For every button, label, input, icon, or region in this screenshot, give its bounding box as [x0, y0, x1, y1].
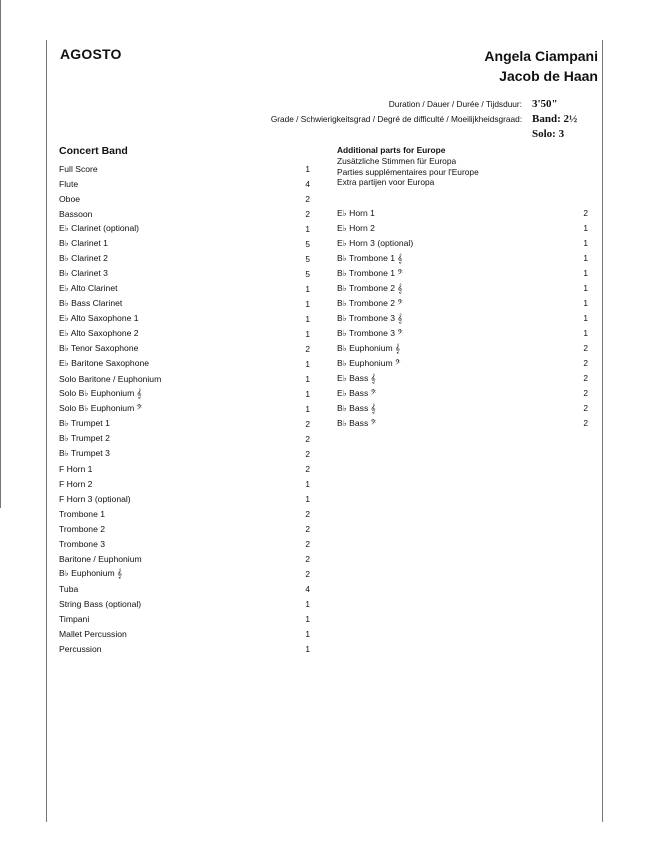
part-count: 1 [583, 298, 588, 308]
part-row [59, 356, 310, 371]
europe-parts-heading-de: Zusätzliche Stimmen für Europa [337, 156, 457, 166]
part-count: 2 [305, 568, 310, 579]
part-row [337, 371, 588, 386]
part-row [59, 566, 310, 581]
part-name: Percussion [59, 643, 102, 654]
part-name: B♭ Trumpet 3 [59, 448, 110, 458]
part-name: Oboe [59, 193, 81, 204]
composer-name: Angela Ciampani [484, 48, 598, 64]
part-count: 2 [305, 433, 310, 444]
part-name: B♭ Tenor Saxophone [59, 343, 139, 353]
part-name: F Horn 2 [59, 478, 93, 489]
concert-band-column [59, 144, 310, 656]
column-divider [0, 0, 1, 508]
part-count: 1 [305, 328, 310, 339]
part-row [59, 236, 310, 251]
part-row [59, 401, 310, 416]
part-name: Baritone / Euphonium [59, 553, 142, 564]
part-name: B♭ Trombone 1 𝄢 [337, 267, 403, 278]
part-row [337, 386, 588, 401]
part-name: E♭ Horn 3 (optional) [337, 237, 414, 248]
part-row [59, 251, 310, 266]
europe-parts-heading-nl: Extra partijen voor Europa [337, 177, 435, 187]
part-name: B♭ Trombone 2 𝄞 [337, 282, 403, 293]
part-name: F Horn 3 (optional) [59, 493, 131, 504]
part-name: B♭ Trombone 3 𝄞 [337, 312, 403, 323]
part-row [337, 206, 588, 221]
part-count: 1 [305, 298, 310, 309]
part-name: B♭ Trombone 3 𝄢 [337, 327, 403, 338]
part-name: Timpani [59, 613, 90, 624]
duration-label: Duration / Dauer / Durée / Tijdsduur: [388, 99, 522, 109]
part-row [59, 176, 310, 191]
part-count: 2 [305, 418, 310, 429]
part-row [59, 581, 310, 596]
part-row [59, 371, 310, 386]
part-name: F Horn 1 [59, 463, 93, 474]
duration-row [271, 97, 598, 112]
part-row [59, 416, 310, 431]
part-row [337, 251, 588, 266]
part-row [337, 221, 588, 236]
duration-value: 3'50" [532, 98, 558, 110]
part-count: 4 [305, 583, 310, 594]
part-count: 2 [583, 373, 588, 383]
part-name: Flute [59, 178, 79, 189]
part-name: B♭ Bass Clarinet [59, 298, 123, 308]
right-margin-rule [602, 40, 603, 822]
part-count: 1 [583, 223, 588, 233]
part-count: 2 [305, 193, 310, 204]
part-name: E♭ Alto Saxophone 2 [59, 328, 139, 338]
grade-row [271, 112, 598, 127]
part-name: Trombone 1 [59, 508, 106, 519]
part-row [59, 311, 310, 326]
part-count: 1 [583, 253, 588, 263]
part-name: Trombone 2 [59, 523, 106, 534]
part-name: B♭ Trumpet 2 [59, 433, 110, 443]
part-count: 1 [583, 328, 588, 338]
part-name: B♭ Bass 𝄞 [337, 402, 376, 413]
grade-value: Band: 2½ [532, 113, 578, 125]
part-name: Solo Baritone / Euphonium [59, 373, 162, 384]
part-name: Solo B♭ Euphonium 𝄢 [59, 403, 143, 413]
part-name: B♭ Trumpet 1 [59, 418, 110, 428]
part-count: 1 [305, 628, 310, 639]
part-name: Solo B♭ Euphonium 𝄞 [59, 388, 142, 398]
grade-label: Grade / Schwierigkeitsgrad / Degré de difficulté / Moeilijkheidsgraad: [270, 114, 522, 124]
part-count: 1 [583, 283, 588, 293]
part-count: 1 [305, 163, 310, 174]
part-count: 1 [583, 238, 588, 248]
part-count: 2 [305, 208, 310, 219]
part-count: 1 [305, 223, 310, 234]
europe-parts-heading: Additional parts for Europe [337, 145, 446, 155]
part-name: B♭ Clarinet 1 [59, 238, 108, 248]
piece-info [271, 97, 598, 142]
concert-band-heading: Concert Band [59, 145, 128, 157]
part-row [337, 356, 588, 371]
part-name: String Bass (optional) [59, 598, 142, 609]
part-row [337, 341, 588, 356]
part-count: 1 [305, 493, 310, 504]
part-count: 1 [305, 613, 310, 624]
part-row [59, 296, 310, 311]
part-name: Trombone 3 [59, 538, 106, 549]
part-row [59, 386, 310, 401]
part-count: 1 [305, 643, 310, 654]
part-row [59, 506, 310, 521]
part-name: E♭ Alto Saxophone 1 [59, 313, 139, 323]
part-row [59, 221, 310, 236]
part-row [337, 311, 588, 326]
solo-grade-value: Solo: 3 [532, 128, 565, 140]
part-row [59, 491, 310, 506]
part-row [337, 326, 588, 341]
part-name: B♭ Euphonium 𝄞 [337, 342, 401, 353]
part-row [337, 236, 588, 251]
part-name: E♭ Alto Clarinet [59, 283, 118, 293]
part-name: E♭ Horn 1 [337, 207, 375, 218]
part-count: 1 [305, 313, 310, 324]
part-name: E♭ Horn 2 [337, 222, 375, 233]
part-row [59, 521, 310, 536]
part-row [59, 596, 310, 611]
europe-parts-heading-fr: Parties supplémentaires pour l'Europe [337, 166, 479, 177]
part-row [59, 431, 310, 446]
part-name: B♭ Clarinet 2 [59, 253, 108, 263]
part-name: B♭ Bass 𝄢 [337, 417, 377, 428]
part-row [59, 626, 310, 641]
europe-parts-column [337, 145, 588, 431]
part-row [59, 551, 310, 566]
part-count: 1 [305, 283, 310, 294]
part-count: 1 [583, 268, 588, 278]
part-count: 2 [583, 403, 588, 413]
part-name: B♭ Euphonium 𝄢 [337, 357, 401, 368]
part-name: B♭ Trombone 1 𝄞 [337, 252, 403, 263]
part-row [59, 611, 310, 626]
part-row [337, 281, 588, 296]
part-name: Tuba [59, 583, 79, 594]
part-count: 5 [305, 253, 310, 264]
part-row [337, 401, 588, 416]
part-name: E♭ Bass 𝄞 [337, 372, 376, 383]
part-row [59, 536, 310, 551]
part-count: 2 [305, 448, 310, 459]
part-row [59, 461, 310, 476]
part-row [59, 641, 310, 656]
part-row [337, 296, 588, 311]
part-name: E♭ Baritone Saxophone [59, 358, 150, 368]
part-row [59, 191, 310, 206]
part-count: 2 [305, 538, 310, 549]
left-margin-rule [46, 40, 47, 822]
part-name: B♭ Euphonium 𝄞 [59, 568, 123, 578]
part-name: B♭ Clarinet 3 [59, 268, 108, 278]
part-count: 2 [583, 208, 588, 218]
part-count: 1 [305, 478, 310, 489]
part-name: E♭ Bass 𝄢 [337, 387, 377, 398]
part-count: 1 [305, 403, 310, 414]
part-row [59, 206, 310, 221]
part-row [337, 416, 588, 431]
part-count: 4 [305, 178, 310, 189]
part-name: B♭ Trombone 2 𝄢 [337, 297, 403, 308]
part-name: Mallet Percussion [59, 628, 127, 639]
europe-parts-list [337, 206, 588, 431]
part-name: Full Score [59, 163, 98, 174]
part-count: 1 [305, 358, 310, 369]
part-count: 1 [305, 373, 310, 384]
part-count: 2 [583, 418, 588, 428]
part-count: 1 [583, 313, 588, 323]
part-count: 1 [305, 598, 310, 609]
part-count: 2 [305, 508, 310, 519]
concert-band-parts-list [59, 161, 310, 656]
part-row [59, 476, 310, 491]
piece-title: AGOSTO [60, 46, 122, 62]
part-count: 2 [305, 523, 310, 534]
part-count: 2 [305, 343, 310, 354]
part-row [337, 266, 588, 281]
part-count: 5 [305, 238, 310, 249]
arranger-name: Jacob de Haan [499, 68, 598, 84]
part-count: 2 [583, 388, 588, 398]
part-row [59, 281, 310, 296]
part-count: 2 [583, 358, 588, 368]
part-count: 2 [305, 553, 310, 564]
part-name: Bassoon [59, 208, 93, 219]
part-count: 2 [583, 343, 588, 353]
part-row [59, 161, 310, 176]
part-row [59, 446, 310, 461]
part-row [59, 341, 310, 356]
part-row [59, 266, 310, 281]
part-count: 1 [305, 388, 310, 399]
part-count: 2 [305, 463, 310, 474]
solo-grade-row [271, 127, 598, 142]
part-count: 5 [305, 268, 310, 279]
part-name: E♭ Clarinet (optional) [59, 223, 139, 233]
part-row [59, 326, 310, 341]
composers [484, 46, 598, 86]
